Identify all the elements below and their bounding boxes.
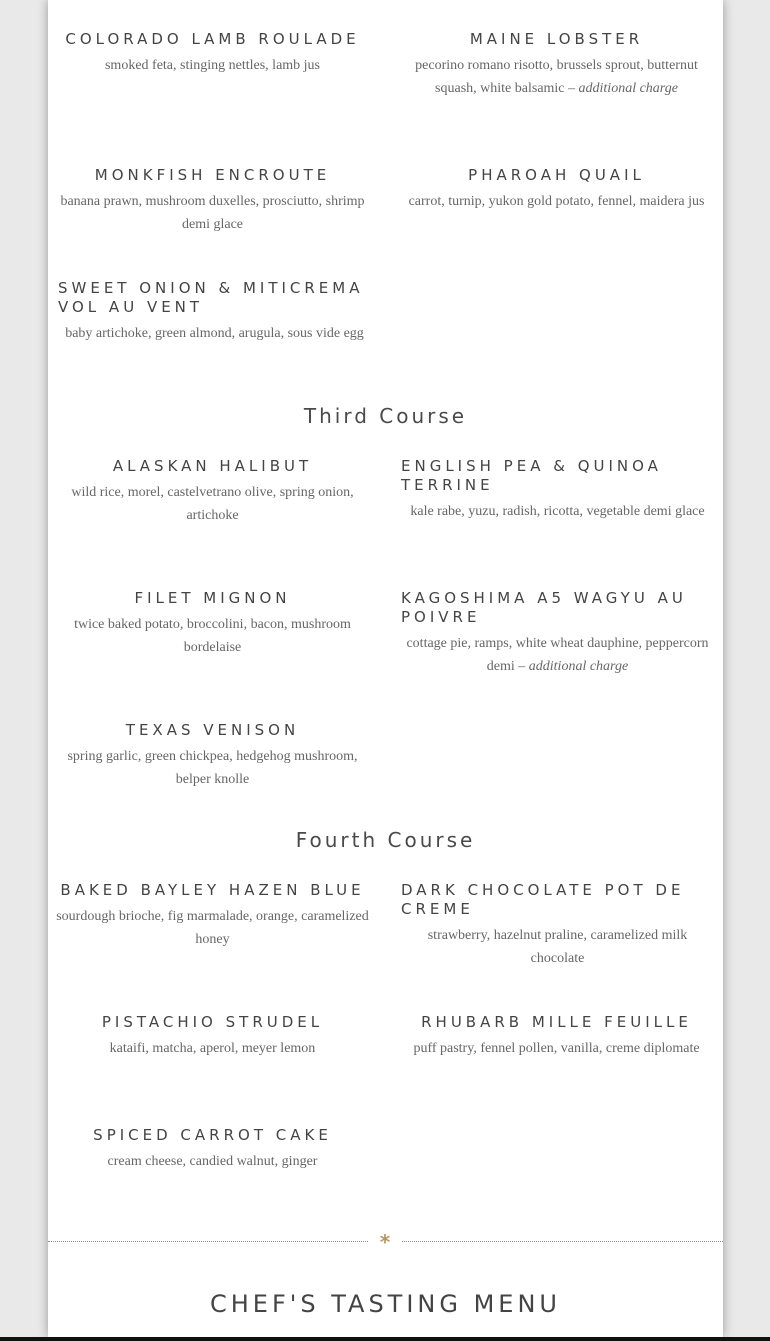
dish-name: MONKFISH ENCROUTE (94, 166, 331, 184)
dish-name: ENGLISH PEA & QUINOA TERRINE (401, 457, 662, 494)
dish-sweet-onion-vol-au-vent (58, 279, 371, 345)
dish-description: strawberry, hazelnut praline, caramelized milk chocolate (427, 928, 688, 966)
dish-alaskan-halibut (56, 457, 369, 527)
dish-rhubarb-mille-feuille (400, 1013, 713, 1060)
divider-line-left (48, 1241, 368, 1242)
dish-maine-lobster (400, 30, 713, 100)
dish-name: BAKED BAYLEY HAZEN BLUE (60, 881, 365, 899)
menu-page (48, 0, 723, 1337)
tasting-menu-title: CHEF'S TASTING MENU (210, 1290, 561, 1318)
dish-name: MAINE LOBSTER (469, 30, 644, 48)
dish-name: PHAROAH QUAIL (468, 166, 645, 184)
dish-name: PISTACHIO STRUDEL (101, 1013, 324, 1031)
dish-english-pea-quinoa-terrine (401, 457, 714, 523)
course-title-third: Third Course (303, 404, 468, 428)
bottom-edge-bar (0, 1337, 770, 1341)
dish-spiced-carrot-cake (56, 1126, 369, 1173)
additional-charge-note: additional charge (578, 81, 678, 96)
dish-name: COLORADO LAMB ROULADE (65, 30, 360, 48)
dish-kagoshima-wagyu (401, 589, 714, 678)
divider-line-right (402, 1241, 723, 1242)
dish-description: cream cheese, candied walnut, ginger (107, 1154, 318, 1169)
dish-description: baby artichoke, green almond, arugula, sous vide egg (65, 326, 364, 341)
dish-name: FILET MIGNON (134, 589, 291, 607)
asterisk-icon: * (379, 1230, 391, 1254)
dish-description: wild rice, morel, castelvetrano olive, spring onion, artichoke (71, 485, 354, 523)
dish-bayley-hazen-blue (56, 881, 369, 951)
dish-name: SWEET ONION & MITICREMA VOL AU VENT (58, 279, 364, 316)
dish-description: spring garlic, green chickpea, hedgehog mushroom, belper knolle (67, 749, 358, 787)
dish-colorado-lamb-roulade (56, 30, 369, 77)
dish-description: smoked feta, stinging nettles, lamb jus (104, 58, 321, 73)
dish-name: KAGOSHIMA A5 WAGYU AU POIVRE (401, 589, 687, 626)
dish-name: ALASKAN HALIBUT (112, 457, 313, 475)
dish-name: RHUBARB MILLE FEUILLE (421, 1013, 692, 1031)
dish-description: cottage pie, ramps, white wheat dauphine, peppercorn demi – additional charge (406, 636, 709, 674)
dish-name: SPICED CARROT CAKE (93, 1126, 332, 1144)
dish-description: sourdough brioche, fig marmalade, orange, caramelized honey (56, 909, 369, 947)
course-title-fourth: Fourth Course (295, 828, 476, 852)
dish-pistachio-strudel (56, 1013, 369, 1060)
dish-name: DARK CHOCOLATE POT DE CREME (401, 881, 685, 918)
dish-description: carrot, turnip, yukon gold potato, fennel, maidera jus (408, 194, 705, 209)
additional-charge-note: additional charge (528, 659, 629, 674)
section-divider (48, 1232, 723, 1252)
dish-description: twice baked potato, broccolini, bacon, mushroom bordelaise (74, 617, 351, 655)
dish-monkfish-encroute (56, 166, 369, 236)
dish-description: kale rabe, yuzu, radish, ricotta, vegetable demi glace (410, 504, 705, 519)
dish-description: puff pastry, fennel pollen, vanilla, creme diplomate (413, 1041, 700, 1056)
dish-filet-mignon (56, 589, 369, 659)
dish-name: TEXAS VENISON (125, 721, 300, 739)
dish-description: pecorino romano risotto, brussels sprout, butternut squash, white balsamic – additional charge (415, 58, 698, 96)
dish-dark-chocolate-pot-de-creme (401, 881, 714, 970)
dish-description: kataifi, matcha, aperol, meyer lemon (109, 1041, 316, 1056)
dish-pharoah-quail (400, 166, 713, 213)
dish-description: banana prawn, mushroom duxelles, prosciutto, shrimp demi glace (60, 194, 365, 232)
dish-texas-venison (56, 721, 369, 791)
